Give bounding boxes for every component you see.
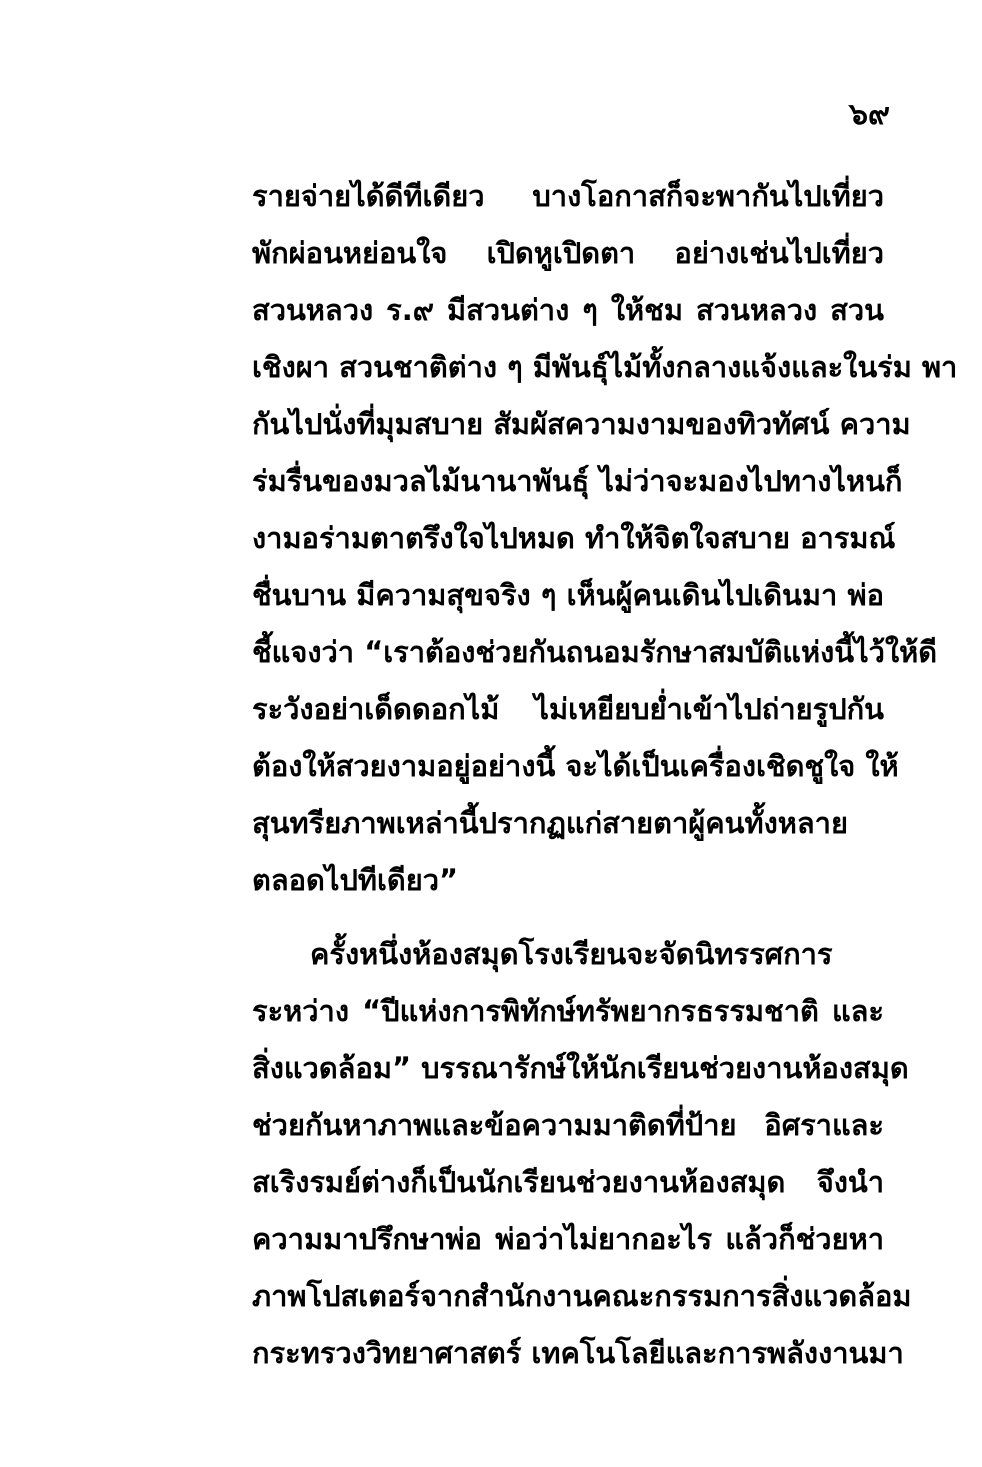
text-line: งามอร่ามตาตรึงใจไปหมด ทำให้จิตใจสบาย อารมณ์	[252, 521, 896, 555]
text-line: ระวังอย่าเด็ดดอกไม้ ไม่เหยียบย่ำเข้าไปถ่ายรูปกัน	[252, 692, 884, 726]
text-line: ชื่นบาน มีความสุขจริง ๆ เห็นผู้คนเดินไปเดินมา พ่อ	[252, 578, 884, 612]
text-line: สุนทรียภาพเหล่านี้ปรากฏแก่สายตาผู้คนทั้งหลาย	[252, 806, 848, 840]
text-line: ชี้แจงว่า “เราต้องช่วยกันถนอมรักษาสมบัติแห่งนี้ไว้ให้ดี	[252, 635, 938, 669]
page-number: ๖๙	[848, 97, 890, 132]
text-line: ตลอดไปทีเดียว”	[252, 863, 459, 897]
text-line: ร่มรื่นของมวลไม้นานาพันธุ์ ไม่ว่าจะมองไปทางไหนก็	[252, 464, 903, 498]
text-line: พักผ่อนหย่อนใจ เปิดหูเปิดตา อย่างเช่นไปเที่ยว	[252, 236, 884, 270]
text-line: ครั้งหนึ่งห้องสมุดโรงเรียนจะจัดนิทรรศการ	[310, 937, 833, 971]
paragraph-2	[252, 926, 912, 1382]
text-line: ต้องให้สวยงามอยู่อย่างนี้ จะได้เป็นเครื่องเชิดชูใจ ให้	[252, 749, 899, 783]
text-line: ระหว่าง “ปีแห่งการพิทักษ์ทรัพยากรธรรมชาติ และ	[252, 994, 884, 1028]
text-line: รายจ่ายได้ดีทีเดียว บางโอกาสก็จะพากันไปเที่ยว	[252, 179, 884, 213]
text-line: กันไปนั่งที่มุมสบาย สัมผัสความงามของทิวทัศน์ ความ	[252, 407, 911, 441]
text-line: สิ่งแวดล้อม” บรรณารักษ์ให้นักเรียนช่วยงานห้องสมุด	[252, 1051, 909, 1085]
text-line: ภาพโปสเตอร์จากสำนักงานคณะกรรมการสิ่งแวดล้อม	[252, 1279, 912, 1313]
text-line: เชิงผา สวนชาติต่าง ๆ มีพันธุ์ไม้ทั้งกลางแจ้งและในร่ม พา	[252, 350, 958, 384]
text-line: ช่วยกันหาภาพและข้อความมาติดที่ป้าย อิศราและ	[252, 1108, 884, 1142]
text-line: สเริงรมย์ต่างก็เป็นนักเรียนช่วยงานห้องสมุด จึงนำ	[252, 1165, 884, 1199]
text-line: ความมาปรึกษาพ่อ พ่อว่าไม่ยากอะไร แล้วก็ช่วยหา	[252, 1222, 884, 1256]
paragraph-1	[252, 168, 958, 909]
text-line: สวนหลวง ร.๙ มีสวนต่าง ๆ ให้ชม สวนหลวง สวน	[252, 293, 884, 327]
text-line: กระทรวงวิทยาศาสตร์ เทคโนโลยีและการพลังงานมา	[252, 1336, 904, 1370]
